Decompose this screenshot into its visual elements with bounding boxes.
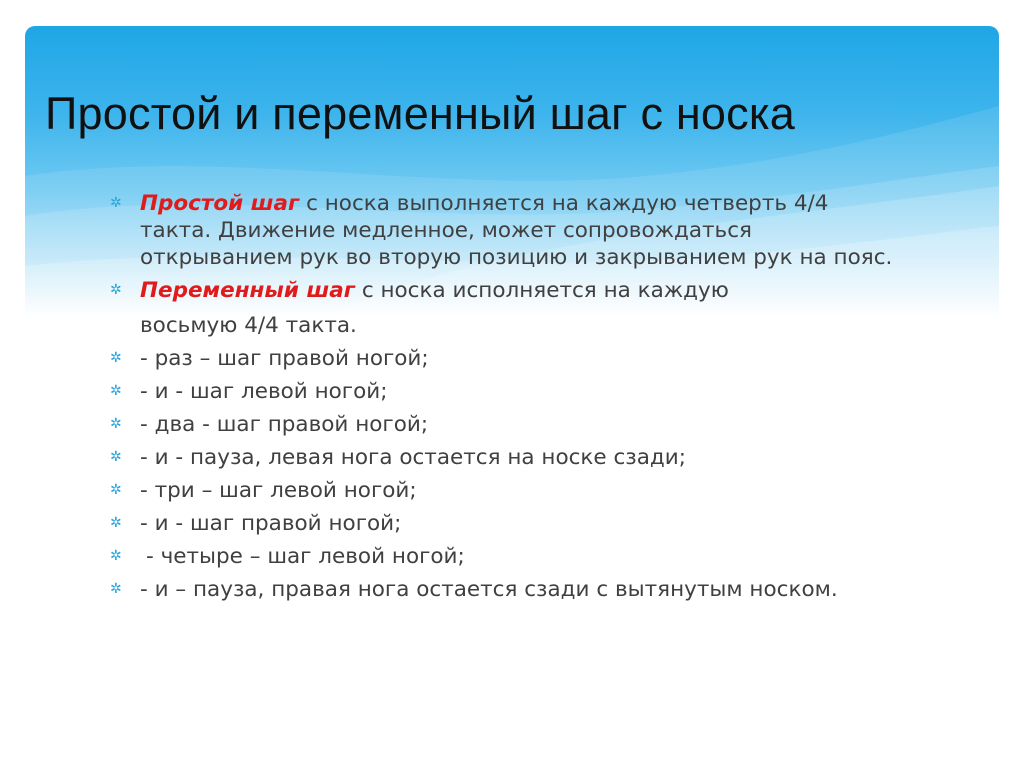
asterisk-bullet-icon: ✲	[110, 383, 122, 399]
item-text: - и - шаг правой ногой;	[140, 511, 402, 536]
list-item	[110, 444, 900, 471]
asterisk-bullet-icon: ✲	[110, 449, 122, 465]
list-item	[110, 510, 900, 537]
list-item	[110, 378, 900, 405]
item-text: - три – шаг левой ногой;	[140, 478, 417, 503]
asterisk-bullet-icon: ✲	[110, 581, 122, 597]
slide-title: Простой и переменный шаг с носка	[45, 88, 795, 139]
asterisk-bullet-icon: ✲	[110, 515, 122, 531]
list-item	[110, 411, 900, 438]
asterisk-bullet-icon: ✲	[110, 548, 122, 564]
asterisk-bullet-icon: ✲	[110, 482, 122, 498]
asterisk-bullet-icon: ✲	[110, 195, 122, 211]
list-item	[110, 277, 900, 339]
list-item	[110, 576, 900, 603]
list-item	[110, 190, 900, 271]
list-item	[110, 345, 900, 372]
item-text: - четыре – шаг левой ногой;	[146, 544, 465, 569]
item-text: с носка выполняется на каждую четверть 4/4 такта. Движение медленное, может сопровождаться открыванием рук во вторую позицию и закрыванием рук на пояс.	[140, 191, 893, 270]
list-item	[110, 543, 900, 570]
highlight-term: Переменный шаг	[140, 278, 355, 303]
item-text: - и – пауза, правая нога остается сзади с вытянутым носком.	[140, 577, 838, 602]
item-text: - и - пауза, левая нога остается на носке сзади;	[140, 445, 686, 470]
asterisk-bullet-icon: ✲	[110, 350, 122, 366]
bullet-list	[110, 190, 900, 609]
item-continuation: восьмую 4/4 такта.	[140, 313, 357, 338]
asterisk-bullet-icon: ✲	[110, 282, 122, 298]
item-text: - два - шаг правой ногой;	[140, 412, 429, 437]
item-text: - раз – шаг правой ногой;	[140, 346, 429, 371]
item-text: - и - шаг левой ногой;	[140, 379, 388, 404]
highlight-term: Простой шаг	[140, 191, 300, 216]
asterisk-bullet-icon: ✲	[110, 416, 122, 432]
list-item	[110, 477, 900, 504]
item-text: с носка исполняется на каждую	[354, 278, 729, 303]
